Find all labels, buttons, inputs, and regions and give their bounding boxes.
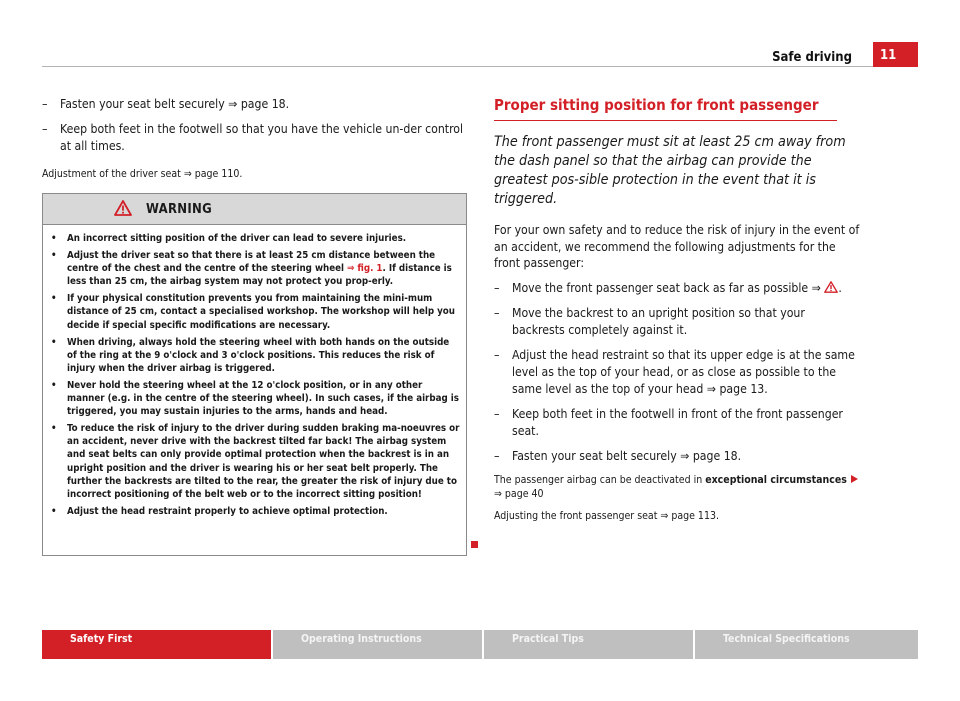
- warning-item: • Adjust the head restraint properly to achieve optimal protection.: [51, 505, 388, 517]
- footer-navigation: [42, 630, 918, 659]
- warning-triangle-icon: [114, 200, 132, 216]
- list-item: – Move the backrest to an upright position so that your backrests completely against it.: [494, 305, 805, 337]
- section-end-marker: [471, 541, 478, 548]
- warning-item: • Never hold the steering wheel at the 12 o'clock position, or in any other manner (e.g. in the centre of the steering wheel). In such cases, if the airbag is triggered, you may sustain injuries to the arms, hands and head.: [51, 379, 459, 418]
- list-item: – Fasten your seat belt securely ⇒ page 18.: [42, 97, 290, 111]
- header-rule: [42, 66, 918, 67]
- page-number: 11: [873, 42, 918, 67]
- cross-reference-note: Adjusting the front passenger seat ⇒ page 113.: [494, 509, 719, 522]
- airbag-deactivation-note: The passenger airbag can be deactivated in exceptional circumstances ⇒ page 40: [494, 473, 847, 500]
- left-column: [42, 96, 468, 185]
- warning-header: [43, 194, 466, 225]
- tab-safety-first[interactable]: Safety First: [42, 630, 271, 659]
- right-column: [494, 96, 860, 527]
- warning-item: • When driving, always hold the steering wheel with both hands on the outside of the ring at the 9 o'clock and 3 o'clock positions. This reduces the risk of injury when the driver airbag is triggered.: [51, 336, 450, 374]
- section-title: Proper sitting position for front passenger: [494, 96, 837, 121]
- list-item-text: Keep both feet in the footwell so that you have the vehicle un-der control at all times.: [60, 122, 464, 153]
- list-item: – Move the front passenger seat back as far as possible ⇒ .: [494, 280, 842, 295]
- tab-technical-specifications[interactable]: Technical Specifications: [695, 630, 918, 659]
- list-item-text: Fasten your seat belt securely ⇒ page 18.: [60, 97, 290, 111]
- list-item: – Keep both feet in the footwell in front of the front passenger seat.: [494, 406, 843, 438]
- warning-item: • Adjust the driver seat so that there is at least 25 cm distance between the centre of the chest and the centre of the steering wheel ⇒ fig. 1. If distance is less than 25 cm, the airbag system may not protect you prop-erly.: [51, 250, 452, 288]
- list-item: – Keep both feet in the footwell so that you have the vehicle un-der control at all times.: [42, 122, 464, 153]
- warning-item: • To reduce the risk of injury to the driver during sudden braking ma-noeuvres or an accident, never drive with the backrest tilted far back! The airbag system and seat belts can only provide optimal protection when the backrest is in an upright position and the driver is wearing his or her seat belt properly. The further the backrests are tilted to the rear, the greater the risk of injury due to incorrect positioning of the belt web or to the incorrect sitting position!: [51, 423, 460, 500]
- warning-item: • An incorrect sitting position of the driver can lead to severe injuries.: [51, 233, 407, 244]
- warning-body: [51, 232, 461, 522]
- list-item: – Adjust the head restraint so that its upper edge is at the same level as the top of your head, or as close as possible to the same level as the top of your head ⇒ page 13.: [494, 347, 855, 396]
- section-intro: The front passenger must sit at least 25 cm away from the dash panel so that the airbag can provide the greatest pos-sible protection in the event that it is triggered.: [494, 134, 846, 207]
- warning-box: [42, 193, 467, 556]
- page-header-title: Safe driving: [772, 50, 852, 65]
- warning-item: • If your physical constitution prevents you from maintaining the mini-mum distance of 25 cm, contact a specialised workshop. The workshop will help you decide if special specific modifications are necessary.: [51, 293, 456, 331]
- warning-triangle-icon[interactable]: [824, 281, 838, 293]
- body-paragraph: For your own safety and to reduce the risk of injury in the event of an accident, we recommend the following adjustments for the front passenger:: [494, 223, 860, 270]
- cross-reference-note: Adjustment of the driver seat ⇒ page 110.: [42, 168, 243, 180]
- warning-label: WARNING: [146, 202, 213, 217]
- figure-reference-link[interactable]: ⇒ fig. 1: [347, 263, 383, 275]
- tab-practical-tips[interactable]: Practical Tips: [484, 630, 693, 659]
- continue-arrow-icon: [851, 475, 858, 483]
- list-item: – Fasten your seat belt securely ⇒ page 18.: [494, 448, 742, 463]
- tab-operating-instructions[interactable]: Operating Instructions: [273, 630, 482, 659]
